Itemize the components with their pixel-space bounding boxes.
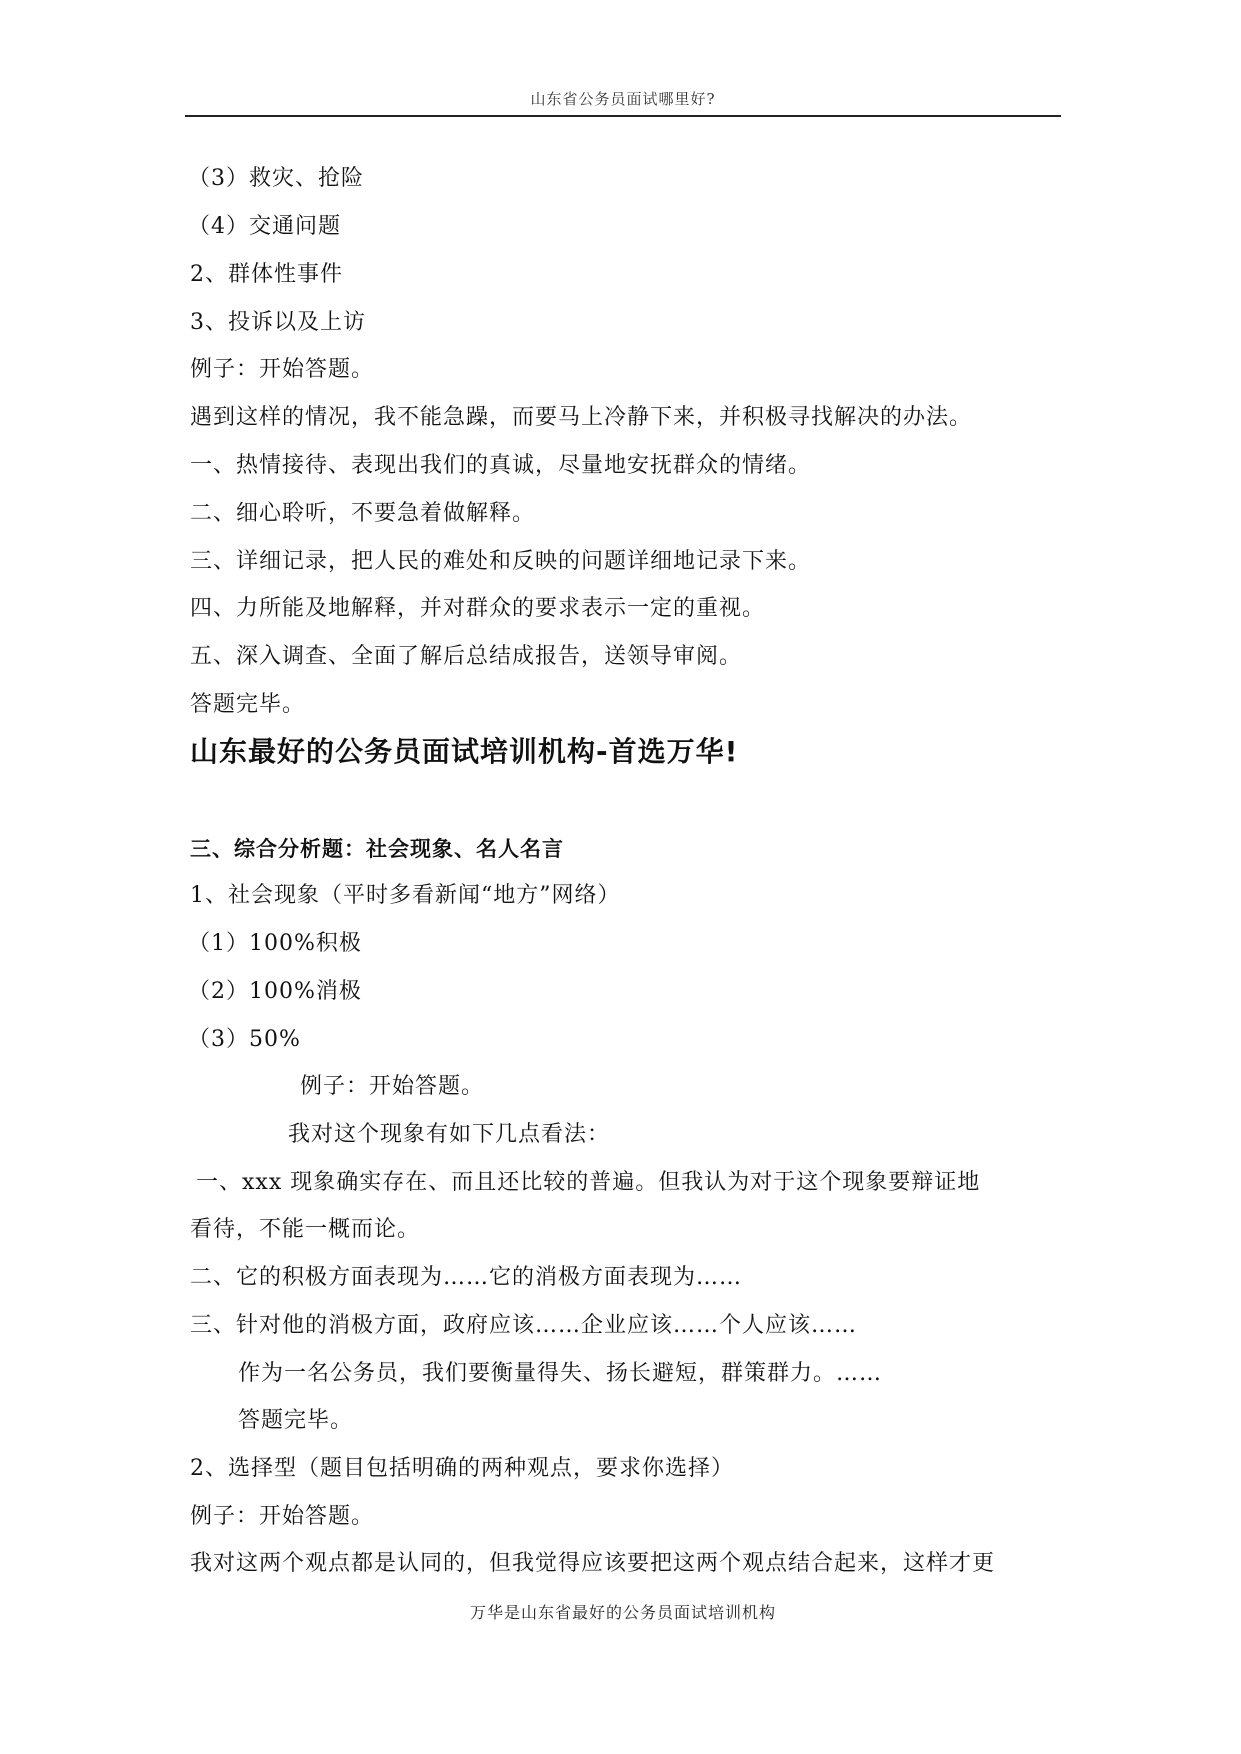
paragraph: 一、xxx 现象确实存在、而且还比较的普遍。但我认为对于这个现象要辩证地 <box>196 1170 981 1195</box>
paragraph: 遇到这样的情况，我不能急躁，而要马上冷静下来，并积极寻找解决的办法。 <box>190 405 973 430</box>
example-label: 例子：开始答题。 <box>190 357 375 382</box>
list-item: 四、力所能及地解释，并对群众的要求表示一定的重视。 <box>190 596 766 621</box>
section-heading: 三、综合分析题：社会现象、名人名言 <box>190 837 564 861</box>
list-item: （4）交通问题 <box>188 214 341 239</box>
list-item: 一、热情接待、表现出我们的真诚，尽量地安抚群众的情绪。 <box>190 453 812 478</box>
header-divider <box>185 115 1061 117</box>
example-label: 例子：开始答题。 <box>300 1074 485 1099</box>
list-item: 2、选择型（题目包括明确的两种观点，要求你选择） <box>190 1456 734 1481</box>
list-item: （3）50% <box>188 1027 301 1052</box>
list-item: （2）100%消极 <box>188 979 362 1004</box>
list-item: 三、针对他的消极方面，政府应该……企业应该……个人应该…… <box>190 1313 858 1338</box>
paragraph: 作为一名公务员，我们要衡量得失、扬长避短，群策群力。…… <box>238 1361 883 1386</box>
paragraph: 我对这两个观点都是认同的，但我觉得应该要把这两个观点结合起来，这样才更 <box>190 1551 996 1576</box>
list-item: 二、它的积极方面表现为……它的消极方面表现为…… <box>190 1265 743 1290</box>
list-item: 五、深入调查、全面了解后总结成报告，送领导审阅。 <box>190 644 743 669</box>
paragraph: 答题完毕。 <box>238 1408 354 1433</box>
list-item: 2、群体性事件 <box>190 262 343 287</box>
example-label: 例子：开始答题。 <box>190 1504 375 1529</box>
list-item: 三、详细记录，把人民的难处和反映的问题详细地记录下来。 <box>190 549 812 574</box>
promo-heading: 山东最好的公务员面试培训机构-首选万华! <box>190 735 739 768</box>
list-item: 3、投诉以及上访 <box>190 310 366 335</box>
page-footer: 万华是山东省最好的公务员面试培训机构 <box>469 1603 776 1622</box>
list-item: 二、细心聆听，不要急着做解释。 <box>190 501 536 526</box>
paragraph: 我对这个现象有如下几点看法： <box>288 1122 611 1147</box>
page-header: 山东省公务员面试哪里好? <box>530 90 716 108</box>
list-item: （3）救灾、抢险 <box>188 166 364 191</box>
list-item: 1、社会现象（平时多看新闻“地方”网络） <box>190 883 621 908</box>
list-item: （1）100%积极 <box>188 931 362 956</box>
paragraph: 答题完毕。 <box>190 692 306 717</box>
paragraph: 看待，不能一概而论。 <box>190 1217 421 1242</box>
